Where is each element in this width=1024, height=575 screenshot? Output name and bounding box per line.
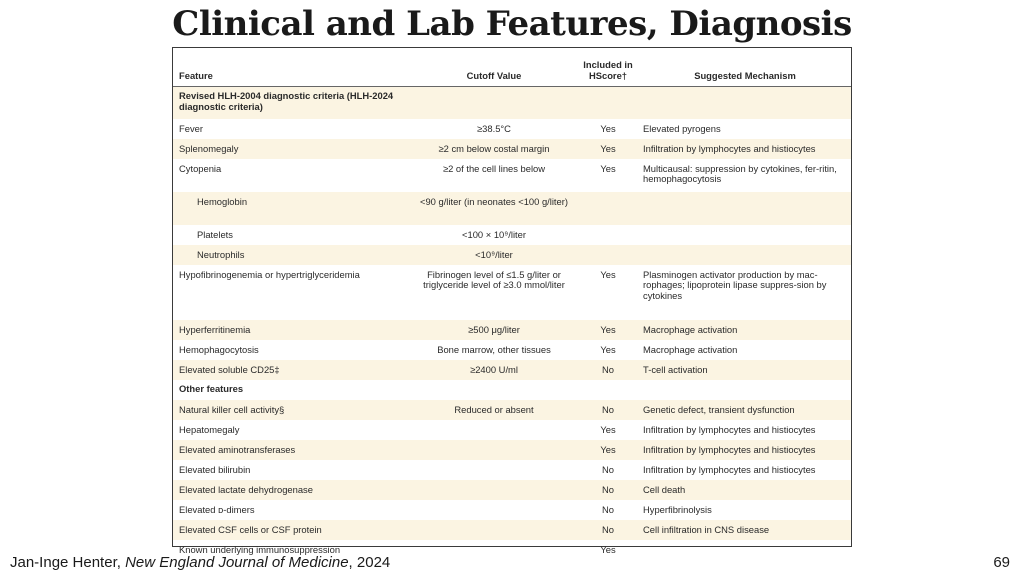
citation xyxy=(10,554,390,572)
cell-cutoff-value xyxy=(409,440,577,460)
cell-feature: Platelets xyxy=(197,228,233,240)
table-row xyxy=(173,420,851,440)
cell-cutoff-value xyxy=(409,540,577,560)
cell-cutoff-value: ≥38.5°C xyxy=(477,122,511,134)
cell-feature: Known underlying immunosuppression xyxy=(179,543,341,555)
slide-title: Clinical and Lab Features, Diagnosis xyxy=(172,4,852,44)
cell-feature: Neutrophils xyxy=(173,245,409,265)
cell-feature: Hepatomegaly xyxy=(179,423,240,435)
cell-feature: Cytopenia xyxy=(179,162,222,174)
cell-feature: Natural killer cell activity§ xyxy=(173,400,409,420)
cell-suggested-mechanism: T-cell activation xyxy=(637,360,851,380)
table-row xyxy=(173,460,851,480)
cell-feature: Elevated aminotransferases xyxy=(173,440,409,460)
cell-hscore xyxy=(577,245,637,265)
cell-feature: Elevated CSF cells or CSF protein xyxy=(173,520,409,540)
header-hscore xyxy=(577,48,637,87)
cell-feature: Hemoglobin xyxy=(173,192,409,225)
cell-suggested-mechanism: Elevated pyrogens xyxy=(643,122,721,134)
cell-feature: Other features xyxy=(179,382,244,394)
header-suggested-mechanism: Suggested Mechanism xyxy=(637,48,851,87)
cell-suggested-mechanism: Hyperfibrinolysis xyxy=(643,503,712,515)
cell-feature: Elevated lactate dehydrogenase xyxy=(173,480,409,500)
table-row xyxy=(173,87,851,119)
cell-suggested-mechanism xyxy=(637,192,851,225)
cell-cutoff-value: Bone marrow, other tissues xyxy=(437,343,551,355)
table-row xyxy=(173,500,851,520)
cell-hscore: Yes xyxy=(600,543,616,555)
table-header-row xyxy=(173,48,851,87)
cell-suggested-mechanism: Infiltration by lymphocytes and histiocytes xyxy=(643,423,816,435)
cell-suggested-mechanism: Cell death xyxy=(637,480,851,500)
cell-suggested-mechanism xyxy=(637,87,851,119)
cell-feature: Elevated ᴅ-dimers xyxy=(179,503,255,515)
cell-suggested-mechanism: Genetic defect, transient dysfunction xyxy=(637,400,851,420)
cell-hscore xyxy=(577,225,637,245)
cell-suggested-mechanism: Infiltration by lymphocytes and histiocytes xyxy=(637,139,851,159)
features-table xyxy=(173,48,851,560)
table-row xyxy=(173,159,851,192)
table-row xyxy=(173,480,851,500)
citation-author: Jan-Inge Henter, xyxy=(10,554,126,571)
cell-cutoff-value: <90 g/liter (in neonates <100 g/liter) xyxy=(409,192,577,225)
table-body xyxy=(173,87,851,560)
cell-feature: Fever xyxy=(179,122,203,134)
cell-cutoff-value xyxy=(409,460,577,480)
cell-suggested-mechanism xyxy=(637,225,851,245)
cell-feature: Hemophagocytosis xyxy=(179,343,259,355)
header-feature: Feature xyxy=(173,48,409,87)
cell-feature: Elevated bilirubin xyxy=(179,463,251,475)
cell-hscore: No xyxy=(602,503,614,515)
table-row xyxy=(173,192,851,225)
table-row xyxy=(173,340,851,360)
cell-feature: Splenomegaly xyxy=(173,139,409,159)
cell-feature: Elevated soluble CD25‡ xyxy=(173,360,409,380)
cell-hscore: Yes xyxy=(600,162,616,174)
cell-hscore: Yes xyxy=(600,122,616,134)
table-row xyxy=(173,400,851,420)
cell-hscore: Yes xyxy=(577,139,637,159)
cell-hscore: No xyxy=(577,400,637,420)
page-number: 69 xyxy=(993,554,1010,571)
header-cutoff-value: Cutoff Value xyxy=(409,48,577,87)
cell-hscore: No xyxy=(577,480,637,500)
table-row xyxy=(173,360,851,380)
cell-hscore: No xyxy=(577,520,637,540)
cell-hscore xyxy=(577,87,637,119)
header-hscore-line1: Included in xyxy=(583,59,633,70)
cell-cutoff-value xyxy=(409,480,577,500)
cell-cutoff-value xyxy=(409,520,577,540)
cell-suggested-mechanism: Infiltration by lymphocytes and histiocytes xyxy=(643,463,816,475)
cell-feature: Revised HLH-2004 diagnostic criteria (HLH-2024 diagnostic criteria) xyxy=(173,87,409,119)
cell-cutoff-value: <10⁹/liter xyxy=(409,245,577,265)
table-row xyxy=(173,440,851,460)
table-row xyxy=(173,320,851,340)
cell-hscore: No xyxy=(577,360,637,380)
features-table-frame xyxy=(172,47,852,555)
citation-year: , 2024 xyxy=(348,554,391,571)
header-hscore-line2: HScore† xyxy=(588,70,628,81)
cell-hscore: Yes xyxy=(577,320,637,340)
cell-cutoff-value: ≥500 μg/liter xyxy=(409,320,577,340)
cell-cutoff-value: Reduced or absent xyxy=(409,400,577,420)
table-row xyxy=(173,265,851,320)
table-row xyxy=(173,380,851,400)
cell-suggested-mechanism xyxy=(637,380,851,400)
cell-suggested-mechanism: Multicausal: suppression by cytokines, fer-ritin, hemophagocytosis xyxy=(643,162,837,184)
cell-cutoff-value: ≥2 cm below costal margin xyxy=(409,139,577,159)
cell-hscore: No xyxy=(602,463,614,475)
cell-cutoff-value xyxy=(409,380,577,400)
table-row xyxy=(173,520,851,540)
cell-cutoff-value xyxy=(409,420,577,440)
cell-hscore: Yes xyxy=(577,440,637,460)
cell-suggested-mechanism: Cell infiltration in CNS disease xyxy=(637,520,851,540)
cell-hscore xyxy=(577,380,637,400)
table-row xyxy=(173,225,851,245)
table-row xyxy=(173,119,851,139)
cell-cutoff-value: ≥2400 U/ml xyxy=(409,360,577,380)
cell-suggested-mechanism xyxy=(637,245,851,265)
cell-cutoff-value xyxy=(409,87,577,119)
cell-feature: Hypofibrinogenemia or hypertriglyceridemia xyxy=(179,268,360,280)
cell-hscore xyxy=(577,192,637,225)
cell-hscore: Yes xyxy=(600,423,616,435)
cell-cutoff-value: Fibrinogen level of ≤1.5 g/liter or triglyceride level of ≥3.0 mmol/liter xyxy=(423,268,565,290)
cell-cutoff-value: <100 × 10⁹/liter xyxy=(462,228,526,240)
table-row xyxy=(173,245,851,265)
cell-suggested-mechanism: Macrophage activation xyxy=(637,320,851,340)
cell-suggested-mechanism xyxy=(637,540,851,560)
cell-hscore: Yes xyxy=(600,343,616,355)
cell-hscore: Yes xyxy=(600,268,616,280)
cell-suggested-mechanism: Macrophage activation xyxy=(643,343,738,355)
cell-cutoff-value: ≥2 of the cell lines below xyxy=(442,162,546,174)
cell-cutoff-value xyxy=(409,500,577,520)
cell-feature: Hyperferritinemia xyxy=(173,320,409,340)
cell-suggested-mechanism: Infiltration by lymphocytes and histiocytes xyxy=(637,440,851,460)
cell-suggested-mechanism: Plasminogen activator production by mac-rophages; lipoprotein lipase suppres-sion by cytokines xyxy=(643,268,827,301)
citation-journal: New England Journal of Medicine xyxy=(125,554,349,571)
table-row xyxy=(173,139,851,159)
